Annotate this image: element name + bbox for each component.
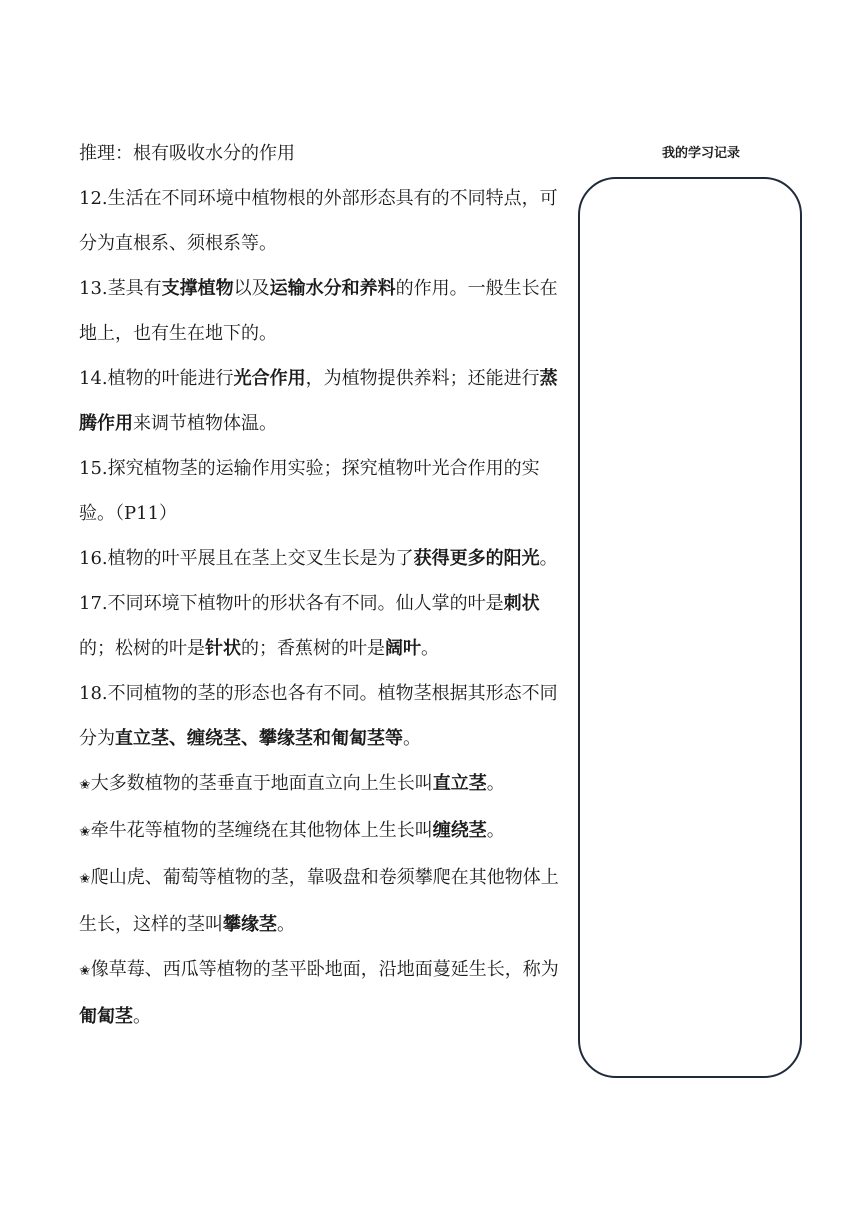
paragraph-14: 14.植物的叶能进行光合作用，为植物提供养料；还能进行蒸腾作用来调节植物体温。 — [79, 368, 558, 434]
star-icon: ✬ — [79, 777, 91, 793]
notes-title: 我的学习记录 — [661, 146, 740, 161]
bullet-creeping-stem: ✬像草莓、西瓜等植物的茎平卧地面，沿地面蔓延生长，称为匍匐茎。 — [79, 959, 559, 1027]
keyword: 支撑植物 — [161, 278, 234, 299]
bullet-upright-stem: ✬大多数植物的茎垂直于地面直立向上生长叫直立茎。 — [79, 773, 505, 794]
keyword: 匍匐茎 — [79, 1006, 133, 1027]
bullet-climbing-stem: ✬爬山虎、葡萄等植物的茎，靠吸盘和卷须攀爬在其他物体上生长，这样的茎叫攀缘茎。 — [79, 867, 559, 935]
keyword: 光合作用 — [233, 368, 306, 389]
keyword: 直立茎、缠绕茎、攀缘茎和匍匐茎等 — [115, 728, 403, 749]
paragraph-18: 18.不同植物的茎的形态也各有不同。植物茎根据其形态不同分为直立茎、缠绕茎、攀缘茎和匍匐茎等。 — [79, 683, 558, 749]
paragraph-16: 16.植物的叶平展且在茎上交叉生长是为了获得更多的阳光。 — [79, 548, 558, 569]
keyword: 运输水分和养料 — [269, 278, 396, 299]
star-icon: ✬ — [79, 871, 91, 887]
main-content — [79, 131, 569, 1039]
keyword: 针状 — [205, 638, 241, 659]
keyword: 攀缘茎 — [223, 914, 277, 935]
paragraph-13: 13.茎具有支撑植物以及运输水分和养料的作用。一般生长在地上，也有生在地下的。 — [79, 278, 558, 344]
keyword: 刺状 — [503, 593, 540, 614]
keyword: 缠绕茎 — [432, 820, 487, 841]
paragraph-12: 12.生活在不同环境中植物根的外部形态具有的不同特点，可分为直根系、须根系等。 — [79, 188, 558, 254]
keyword: 阔叶 — [385, 638, 421, 659]
star-icon: ✬ — [79, 963, 91, 979]
paragraph-17: 17.不同环境下植物叶的形状各有不同。仙人掌的叶是刺状的；松树的叶是针状的；香蕉树的叶是阔叶。 — [79, 593, 540, 659]
paragraph-15: 15.探究植物茎的运输作用实验；探究植物叶光合作用的实验。（P11） — [79, 458, 540, 524]
keyword: 获得更多的阳光 — [413, 548, 540, 569]
keyword: 直立茎 — [432, 773, 487, 794]
bullet-twining-stem: ✬牵牛花等植物的茎缠绕在其他物体上生长叫缠绕茎。 — [79, 820, 505, 841]
notes-box — [578, 177, 802, 1078]
star-icon: ✬ — [79, 824, 91, 840]
keyword: 蒸腾作用 — [79, 368, 558, 434]
paragraph-inference: 推理：根有吸收水分的作用 — [79, 143, 295, 164]
